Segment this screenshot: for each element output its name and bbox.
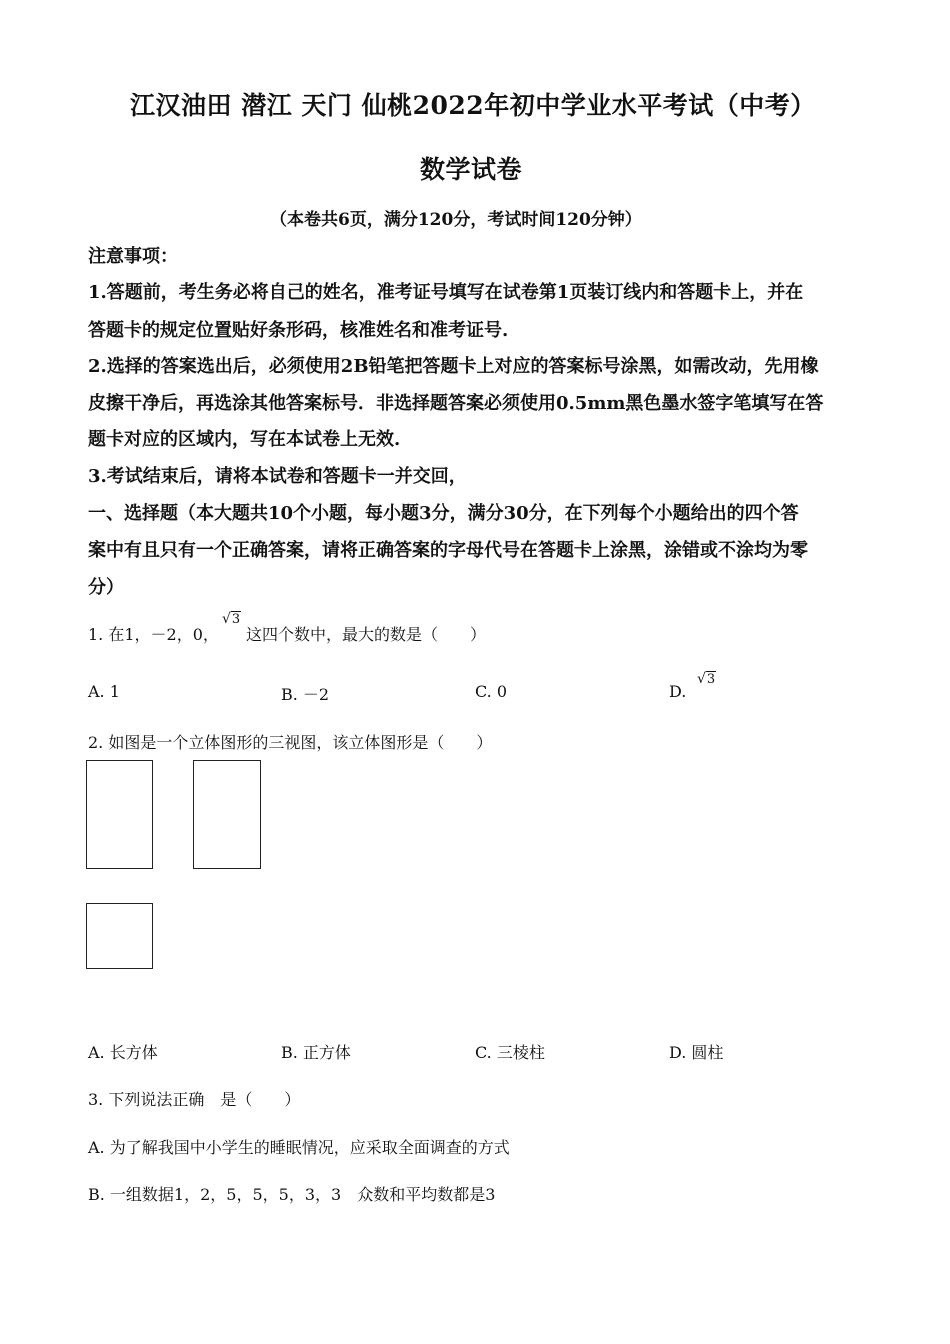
- notice-heading: 注意事项：: [88, 246, 178, 267]
- page-subtitle: 数学试卷: [420, 155, 523, 184]
- q1-option-d: D.: [669, 682, 687, 701]
- side-view-rectangle: [193, 760, 261, 869]
- q2-option-d: D. 圆柱: [669, 1043, 724, 1062]
- q1-option-d-sqrt-arg: 3: [706, 672, 716, 687]
- q3-stem: 3. 下列说法正确 是（ ）: [88, 1090, 301, 1109]
- exam-info: （本卷共6页，满分120分，考试时间120分钟）: [270, 210, 642, 230]
- notice-item-3: 3.考试结束后，请将本试卷和答题卡一并交回，: [88, 466, 467, 487]
- notice-item-1-line-1: 1.答题前，考生务必将自己的姓名，准考证号填写在试卷第1页装订线内和答题卡上，并在: [88, 282, 804, 303]
- q2-option-b: B. 正方体: [281, 1043, 351, 1062]
- q1-option-c: C. 0: [475, 682, 508, 701]
- q3-option-b: B. 一组数据1，2，5，5，5，3，3 众数和平均数都是3: [88, 1185, 496, 1204]
- front-view-rectangle: [86, 760, 153, 869]
- q1-option-d-sqrt: √3: [697, 671, 716, 687]
- section1-line-1: 一、选择题（本大题共10个小题，每小题3分，满分30分，在下列每个小题给出的四个答: [88, 503, 799, 524]
- q2-stem: 2. 如图是一个立体图形的三视图，该立体图形是（ ）: [88, 733, 493, 752]
- section1-line-3: 分）: [88, 577, 124, 598]
- notice-item-2-line-1: 2.选择的答案选出后，必须使用2B铅笔把答题卡上对应的答案标号涂黑，如需改动，先用橡: [88, 356, 819, 377]
- q1-stem-part-a: 1. 在1，－2，0，: [88, 625, 219, 644]
- q2-option-a: A. 长方体: [88, 1043, 158, 1062]
- section1-line-2: 案中有且只有一个正确答案，请将正确答案的字母代号在答题卡上涂黑，涂错或不涂均为零: [88, 540, 808, 561]
- q1-option-b: B. －2: [281, 685, 330, 704]
- q1-sqrt-expression: √3: [222, 611, 241, 627]
- q3-option-a: A. 为了解我国中小学生的睡眠情况，应采取全面调查的方式: [88, 1138, 510, 1157]
- top-view-square: [86, 903, 153, 969]
- notice-item-2-line-3: 题卡对应的区域内，写在本试卷上无效.: [88, 429, 401, 450]
- notice-item-2-line-2: 皮擦干净后，再选涂其他答案标号．非选择题答案必须使用0.5mm黑色墨水签字笔填写在答: [88, 393, 824, 414]
- q1-stem-part-b: 这四个数中，最大的数是（ ）: [246, 625, 487, 644]
- page-title: 江汉油田 潜江 天门 仙桃2022年初中学业水平考试（中考）: [130, 91, 816, 120]
- q1-option-a: A. 1: [88, 682, 120, 701]
- q1-sqrt-arg: 3: [231, 612, 241, 627]
- notice-item-1-line-2: 答题卡的规定位置贴好条形码，核准姓名和准考证号.: [88, 320, 509, 341]
- q2-option-c: C. 三棱柱: [475, 1043, 545, 1062]
